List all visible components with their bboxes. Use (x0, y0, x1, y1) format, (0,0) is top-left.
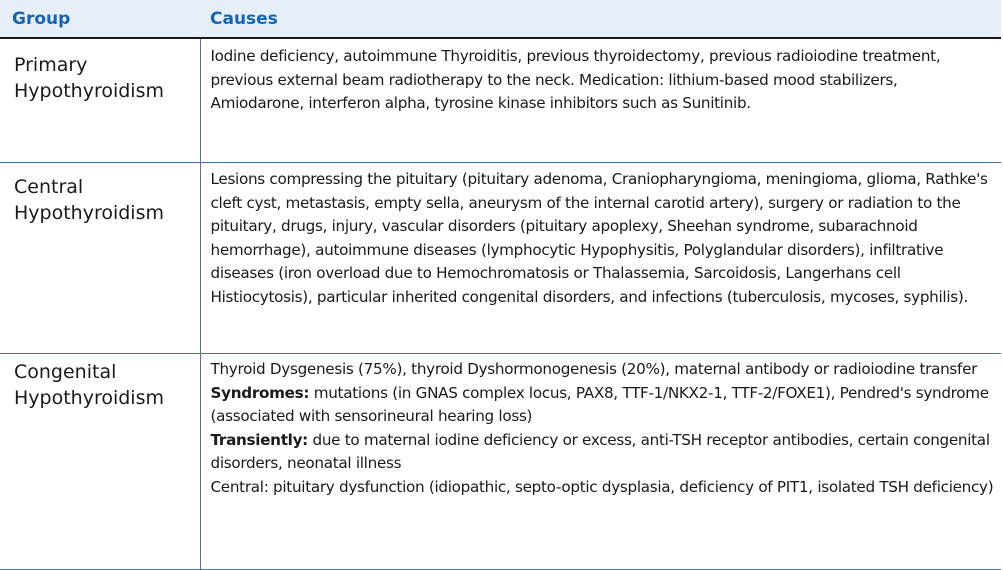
column-header-causes: Causes (200, 0, 1001, 38)
causes-cell (200, 354, 1001, 570)
central-text: Central: pituitary dysfunction (idiopathic, septo-optic dysplasia, deficiency of PIT1, isolated TSH deficiency) (210, 477, 994, 496)
causes-cell (200, 38, 1001, 163)
group-name-line: Hypothyroidism (14, 80, 164, 102)
header-row (0, 0, 1001, 38)
causes-text: Iodine deficiency, autoimmune Thyroiditis, previous thyroidectomy, previous radioiodine treatment, previous external beam radiotherapy to the neck. Medication: lithium-based mood stabilizers, Amiodarone, interferon alpha, tyrosine kinase inhibitors such as Sunitinib. (210, 47, 941, 112)
causes-intro-text: Thyroid Dysgenesis (75%), thyroid Dyshormonogenesis (20%), maternal antibody or radioiodine transfer (210, 360, 978, 378)
table-row (0, 354, 1001, 570)
group-name-line: Primary (14, 54, 88, 76)
group-name-line: Hypothyroidism (14, 202, 164, 224)
group-name-line: Central (14, 176, 84, 198)
causes-text: Lesions compressing the pituitary (pituitary adenoma, Craniopharyngioma, meningioma, glioma, Rathke's cleft cyst, metastasis, empty sella, aneurysm of the internal carotid artery), surgery or radiation to the pituitary, drugs, injury, vascular disorders (pituitary apoplexy, Sheehan syndrome, subarachnoid hemorrhage), autoimmune diseases (lymphocytic Hypophysitis, Polyglandular disorders), infiltrative diseases (iron overload due to Hemochromatosis or Thalassemia, Sarcoidosis, Langerhans cell Histiocytosis), particular inherited congenital disorders, and infections (tuberculosis, mycoses, syphilis). (210, 170, 988, 306)
column-header-group: Group (0, 0, 200, 38)
table-row (0, 163, 1001, 354)
group-name-line: Congenital (14, 361, 117, 383)
group-cell (0, 163, 200, 354)
table-body (0, 38, 1001, 570)
transiently-label: Transiently: (210, 430, 308, 449)
transiently-paragraph (211, 429, 996, 476)
syndromes-text: mutations (in GNAS complex locus, PAX8, TTF-1/NKX2-1, TTF-2/FOXE1), Pendred's syndrome (associated with sensorineural hearing loss) (210, 383, 989, 425)
group-cell (0, 354, 200, 570)
syndromes-label: Syndromes: (210, 383, 310, 402)
syndromes-paragraph (211, 382, 996, 429)
table-header (0, 0, 1001, 38)
transiently-text: due to maternal iodine deficiency or excess, anti-TSH receptor antibodies, certain congenital disorders, neonatal illness (210, 430, 990, 472)
table-row (0, 38, 1001, 163)
group-name-line: Hypothyroidism (14, 387, 164, 409)
causes-cell (200, 163, 1001, 354)
group-cell (0, 38, 200, 163)
